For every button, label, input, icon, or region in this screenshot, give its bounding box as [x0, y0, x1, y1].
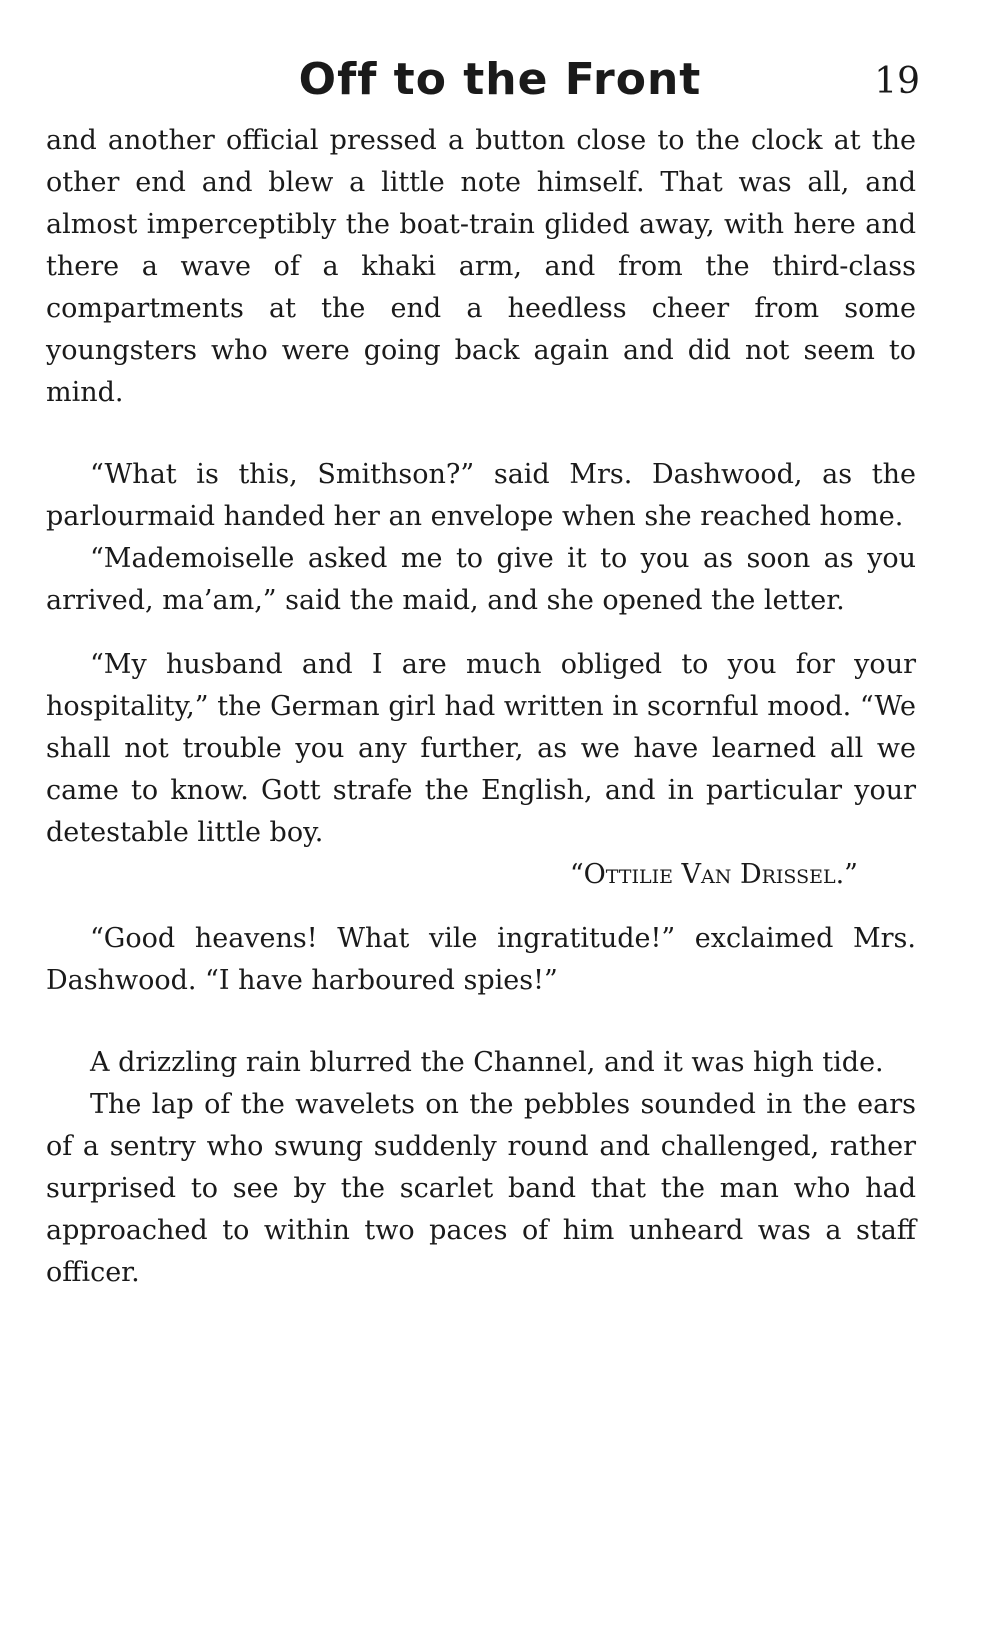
section-break: [46, 1002, 916, 1042]
paragraph: and another official pressed a button close to the clock at the other end and blew a little note himself. That was all, and almost imperceptibly the boat-train glided away, with here and there a wave of a khaki arm, and from the third-class compartments at the end a heedless cheer from some youngsters who were going back again and did not seem to mind.: [46, 125, 916, 408]
paragraph: “My husband and I are much obliged to you for your hospitality,” the German girl had written in scornful mood. “We shall not trouble you any further, as we have learned all we came to know. Gott strafe the English, and in particular your detestable little boy.: [46, 649, 916, 848]
chapter-title: Off to the Front: [298, 54, 702, 105]
running-head: [0, 52, 1000, 112]
paragraph: The lap of the wavelets on the pebbles sounded in the ears of a sentry who swung suddenly round and challenged, rather surprised to see by the scarlet band that the man who had approached to within two paces of him unheard was a staff officer.: [46, 1089, 916, 1288]
section-break: [46, 414, 916, 454]
section-break: [46, 622, 916, 644]
paragraph: “Mademoiselle asked me to give it to you as soon as you arrived, ma’am,” said the maid, and she opened the letter.: [46, 543, 916, 616]
page-number: 19: [874, 61, 920, 102]
paragraph: “What is this, Smithson?” said Mrs. Dashwood, as the parlourmaid handed her an envelope when she reached home.: [46, 459, 916, 532]
body-text: [46, 120, 916, 1294]
letter-signature: “Ottilie Van Drissel.”: [569, 859, 858, 890]
section-break: [46, 896, 916, 918]
paragraph: “Good heavens! What vile ingratitude!” exclaimed Mrs. Dashwood. “I have harboured spies!”: [46, 923, 916, 996]
paragraph: A drizzling rain blurred the Channel, and it was high tide.: [90, 1047, 884, 1078]
